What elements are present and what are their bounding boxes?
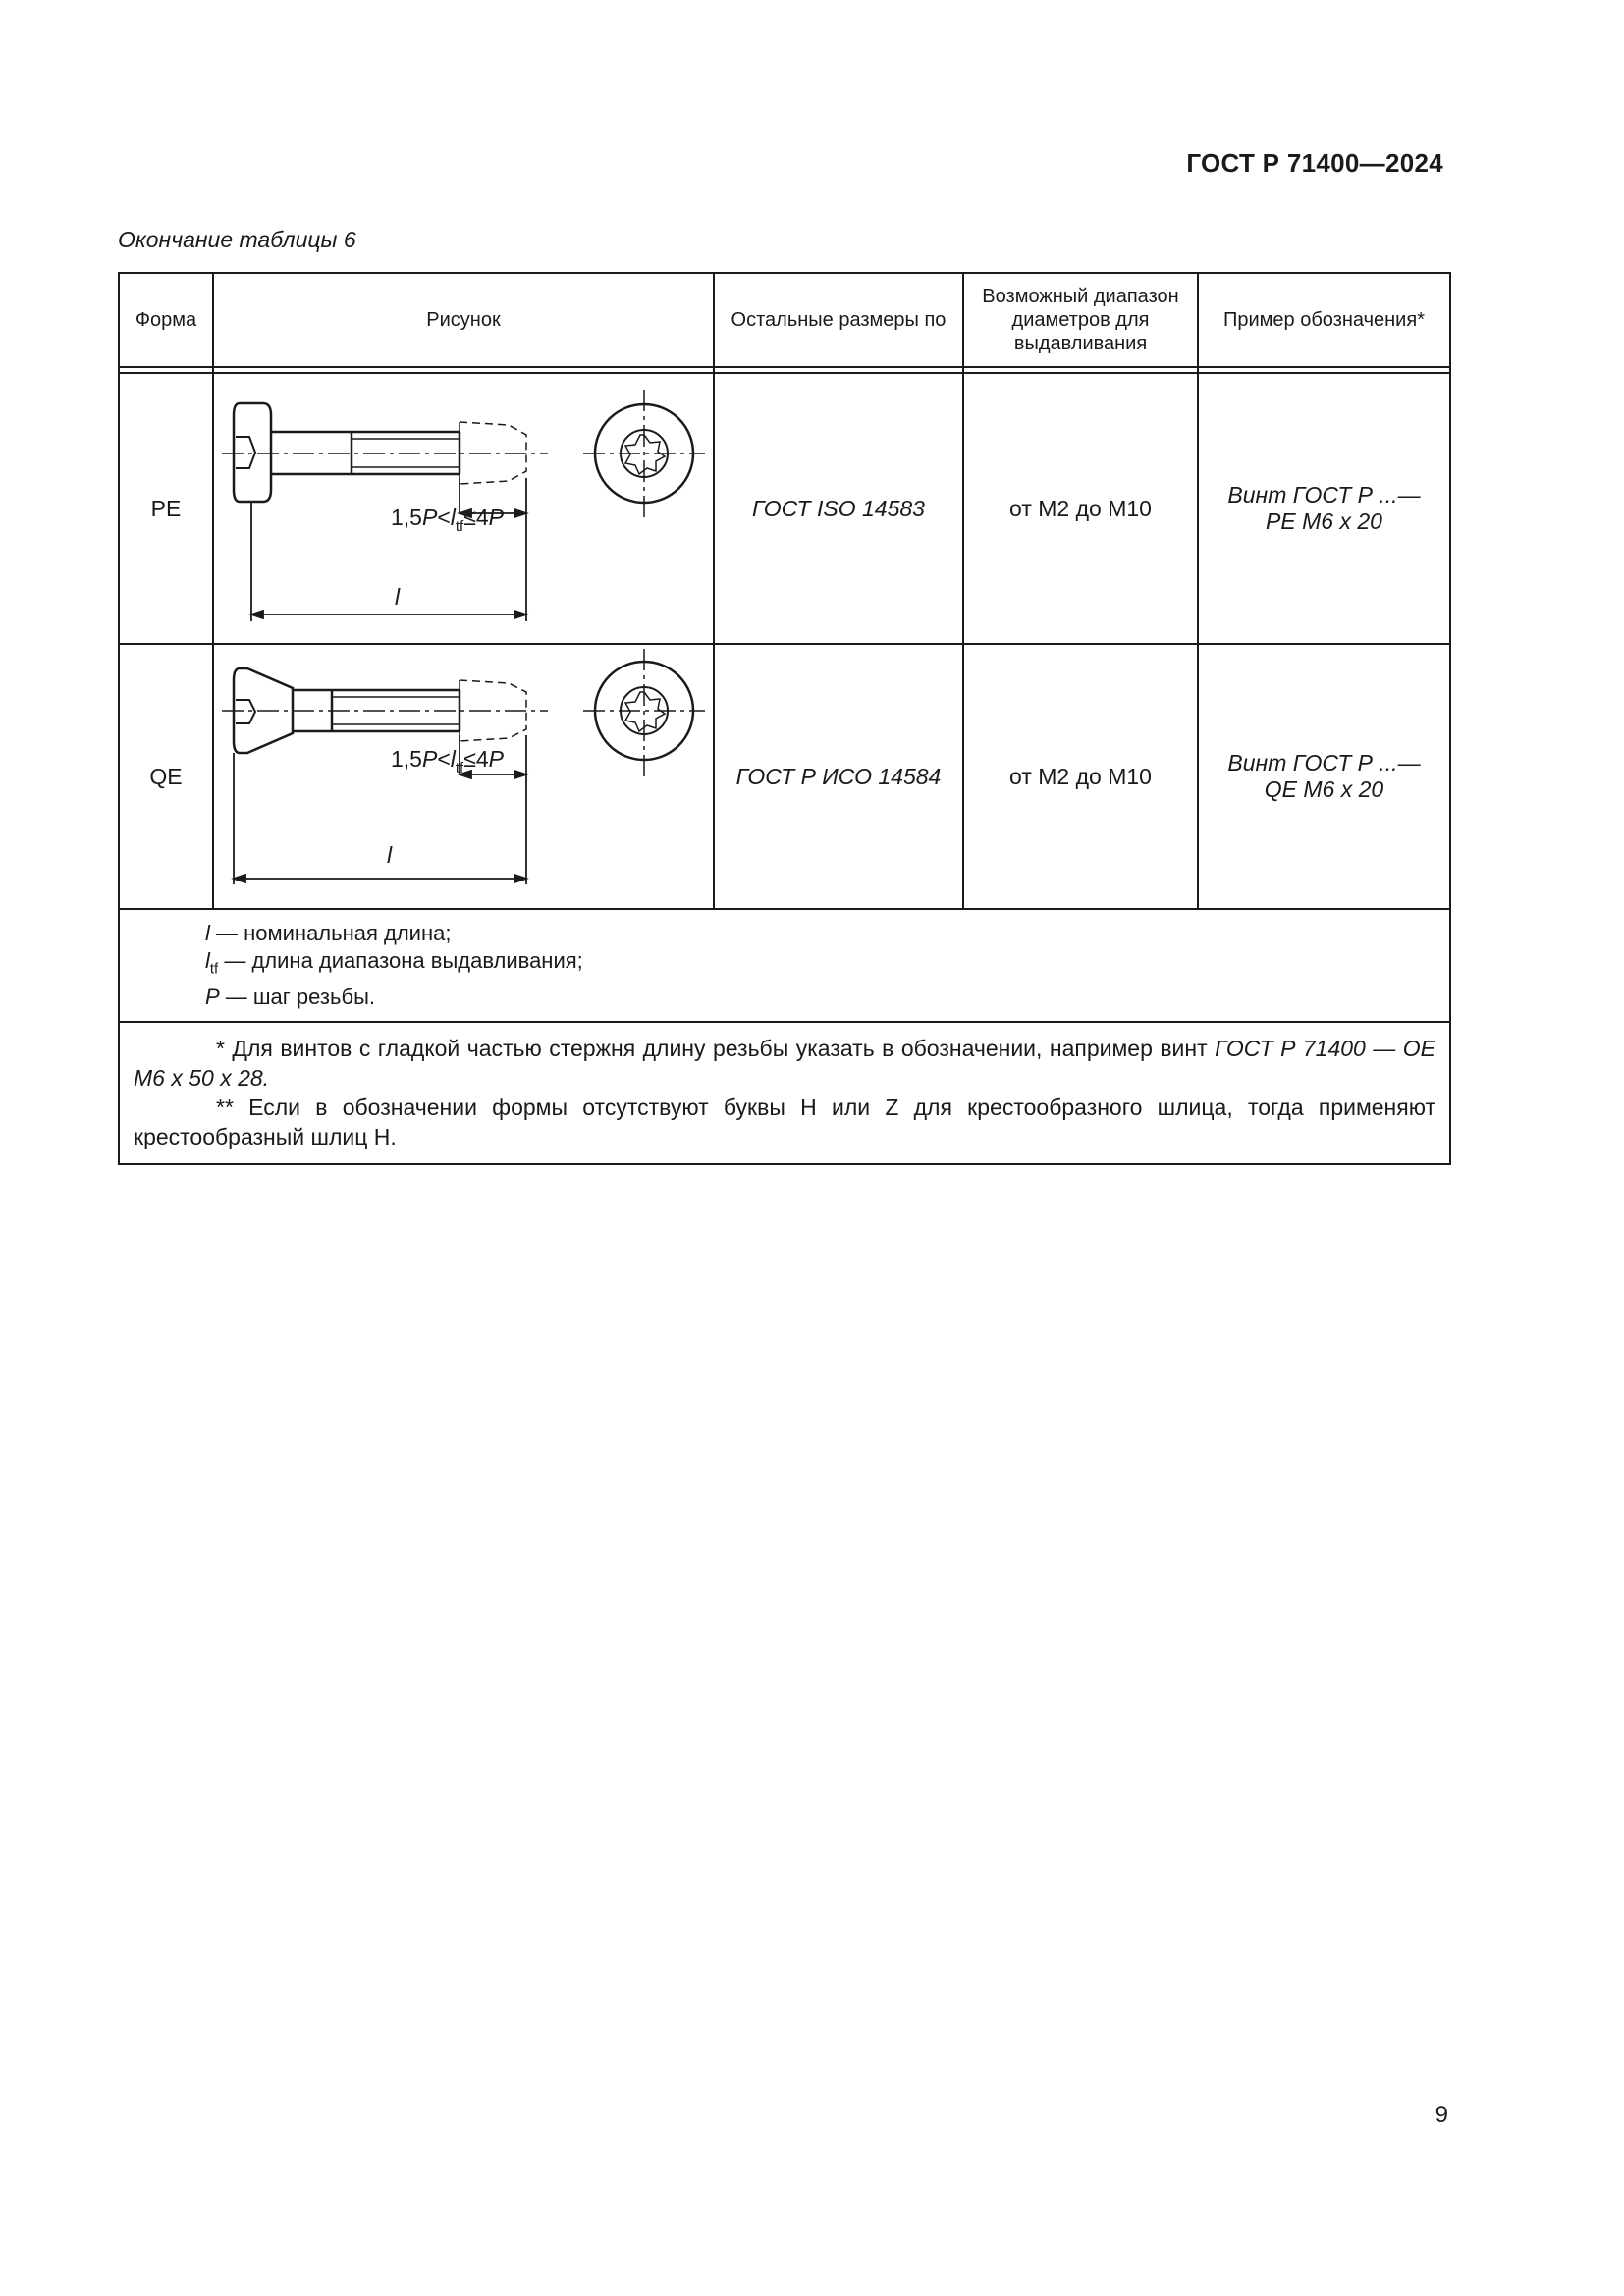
header-example: Пример обозначения*	[1198, 273, 1450, 367]
header-standard: Остальные размеры по	[714, 273, 963, 367]
table-header-row	[119, 273, 1450, 367]
symbol-legend	[119, 909, 1450, 1022]
legend-row	[119, 909, 1450, 1022]
screw-drawing-pe	[213, 373, 714, 644]
standard-reference: ГОСТ ISO 14583	[714, 373, 963, 644]
header-range: Возможный диапазон диаметров для выдавливания	[963, 273, 1198, 367]
screw-drawing-qe	[213, 644, 714, 909]
document-number: ГОСТ Р 71400—2024	[1186, 148, 1443, 178]
note-1: * Для винтов с гладкой частью стержня длину резьбы указать в обозначении, например винт ГОСТ Р 71400 — OE M6 x 50 x 28.	[134, 1035, 1436, 1091]
form-code: PE	[119, 373, 213, 644]
table-caption: Окончание таблицы 6	[118, 227, 356, 252]
designation-line-1: Винт ГОСТ Р ...—	[1227, 482, 1421, 507]
legend-p: P — шаг резьбы.	[205, 984, 375, 1009]
header-drawing: Рисунок	[213, 273, 714, 367]
legend-ltf: $l_{tf}$ — длина диапазона выдавливания;	[205, 948, 583, 978]
legend-l: l — номинальная длина;	[205, 921, 452, 946]
notes-row	[119, 1022, 1450, 1164]
diameter-range: от M2 до M10	[963, 373, 1198, 644]
countersunk-screw-drawing	[214, 647, 711, 906]
table-row	[119, 644, 1450, 909]
form-code: QE	[119, 644, 213, 909]
pan-head-screw-drawing	[214, 376, 711, 641]
svg-text:1,5P<ltf≤4P: $1,5P<l_{tf}\le 4P$	[391, 505, 504, 535]
table-notes	[119, 1022, 1450, 1164]
svg-text:l: l	[387, 842, 393, 868]
designation-line-1: Винт ГОСТ Р ...—	[1227, 750, 1421, 775]
header-form: Форма	[119, 273, 213, 367]
designation-example	[1198, 373, 1450, 644]
designation-line-2: QE M6 x 20	[1264, 776, 1384, 802]
designation-line-2: PE M6 x 20	[1266, 508, 1382, 534]
diameter-range: от M2 до M10	[963, 644, 1198, 909]
dimensions-table	[118, 272, 1451, 1165]
table-row	[119, 373, 1450, 644]
page-number: 9	[1435, 2102, 1448, 2128]
standard-reference: ГОСТ Р ИСО 14584	[714, 644, 963, 909]
designation-example	[1198, 644, 1450, 909]
svg-text:1,5P<ltf≤4P: $1,5P<l_{tf}\le 4P$	[391, 746, 504, 776]
note-2: ** Если в обозначении формы отсутствуют буквы H или Z для крестообразного шлица, тогда применяют крестообразный шлиц H.	[134, 1094, 1435, 1149]
svg-text:l: l	[395, 584, 401, 610]
